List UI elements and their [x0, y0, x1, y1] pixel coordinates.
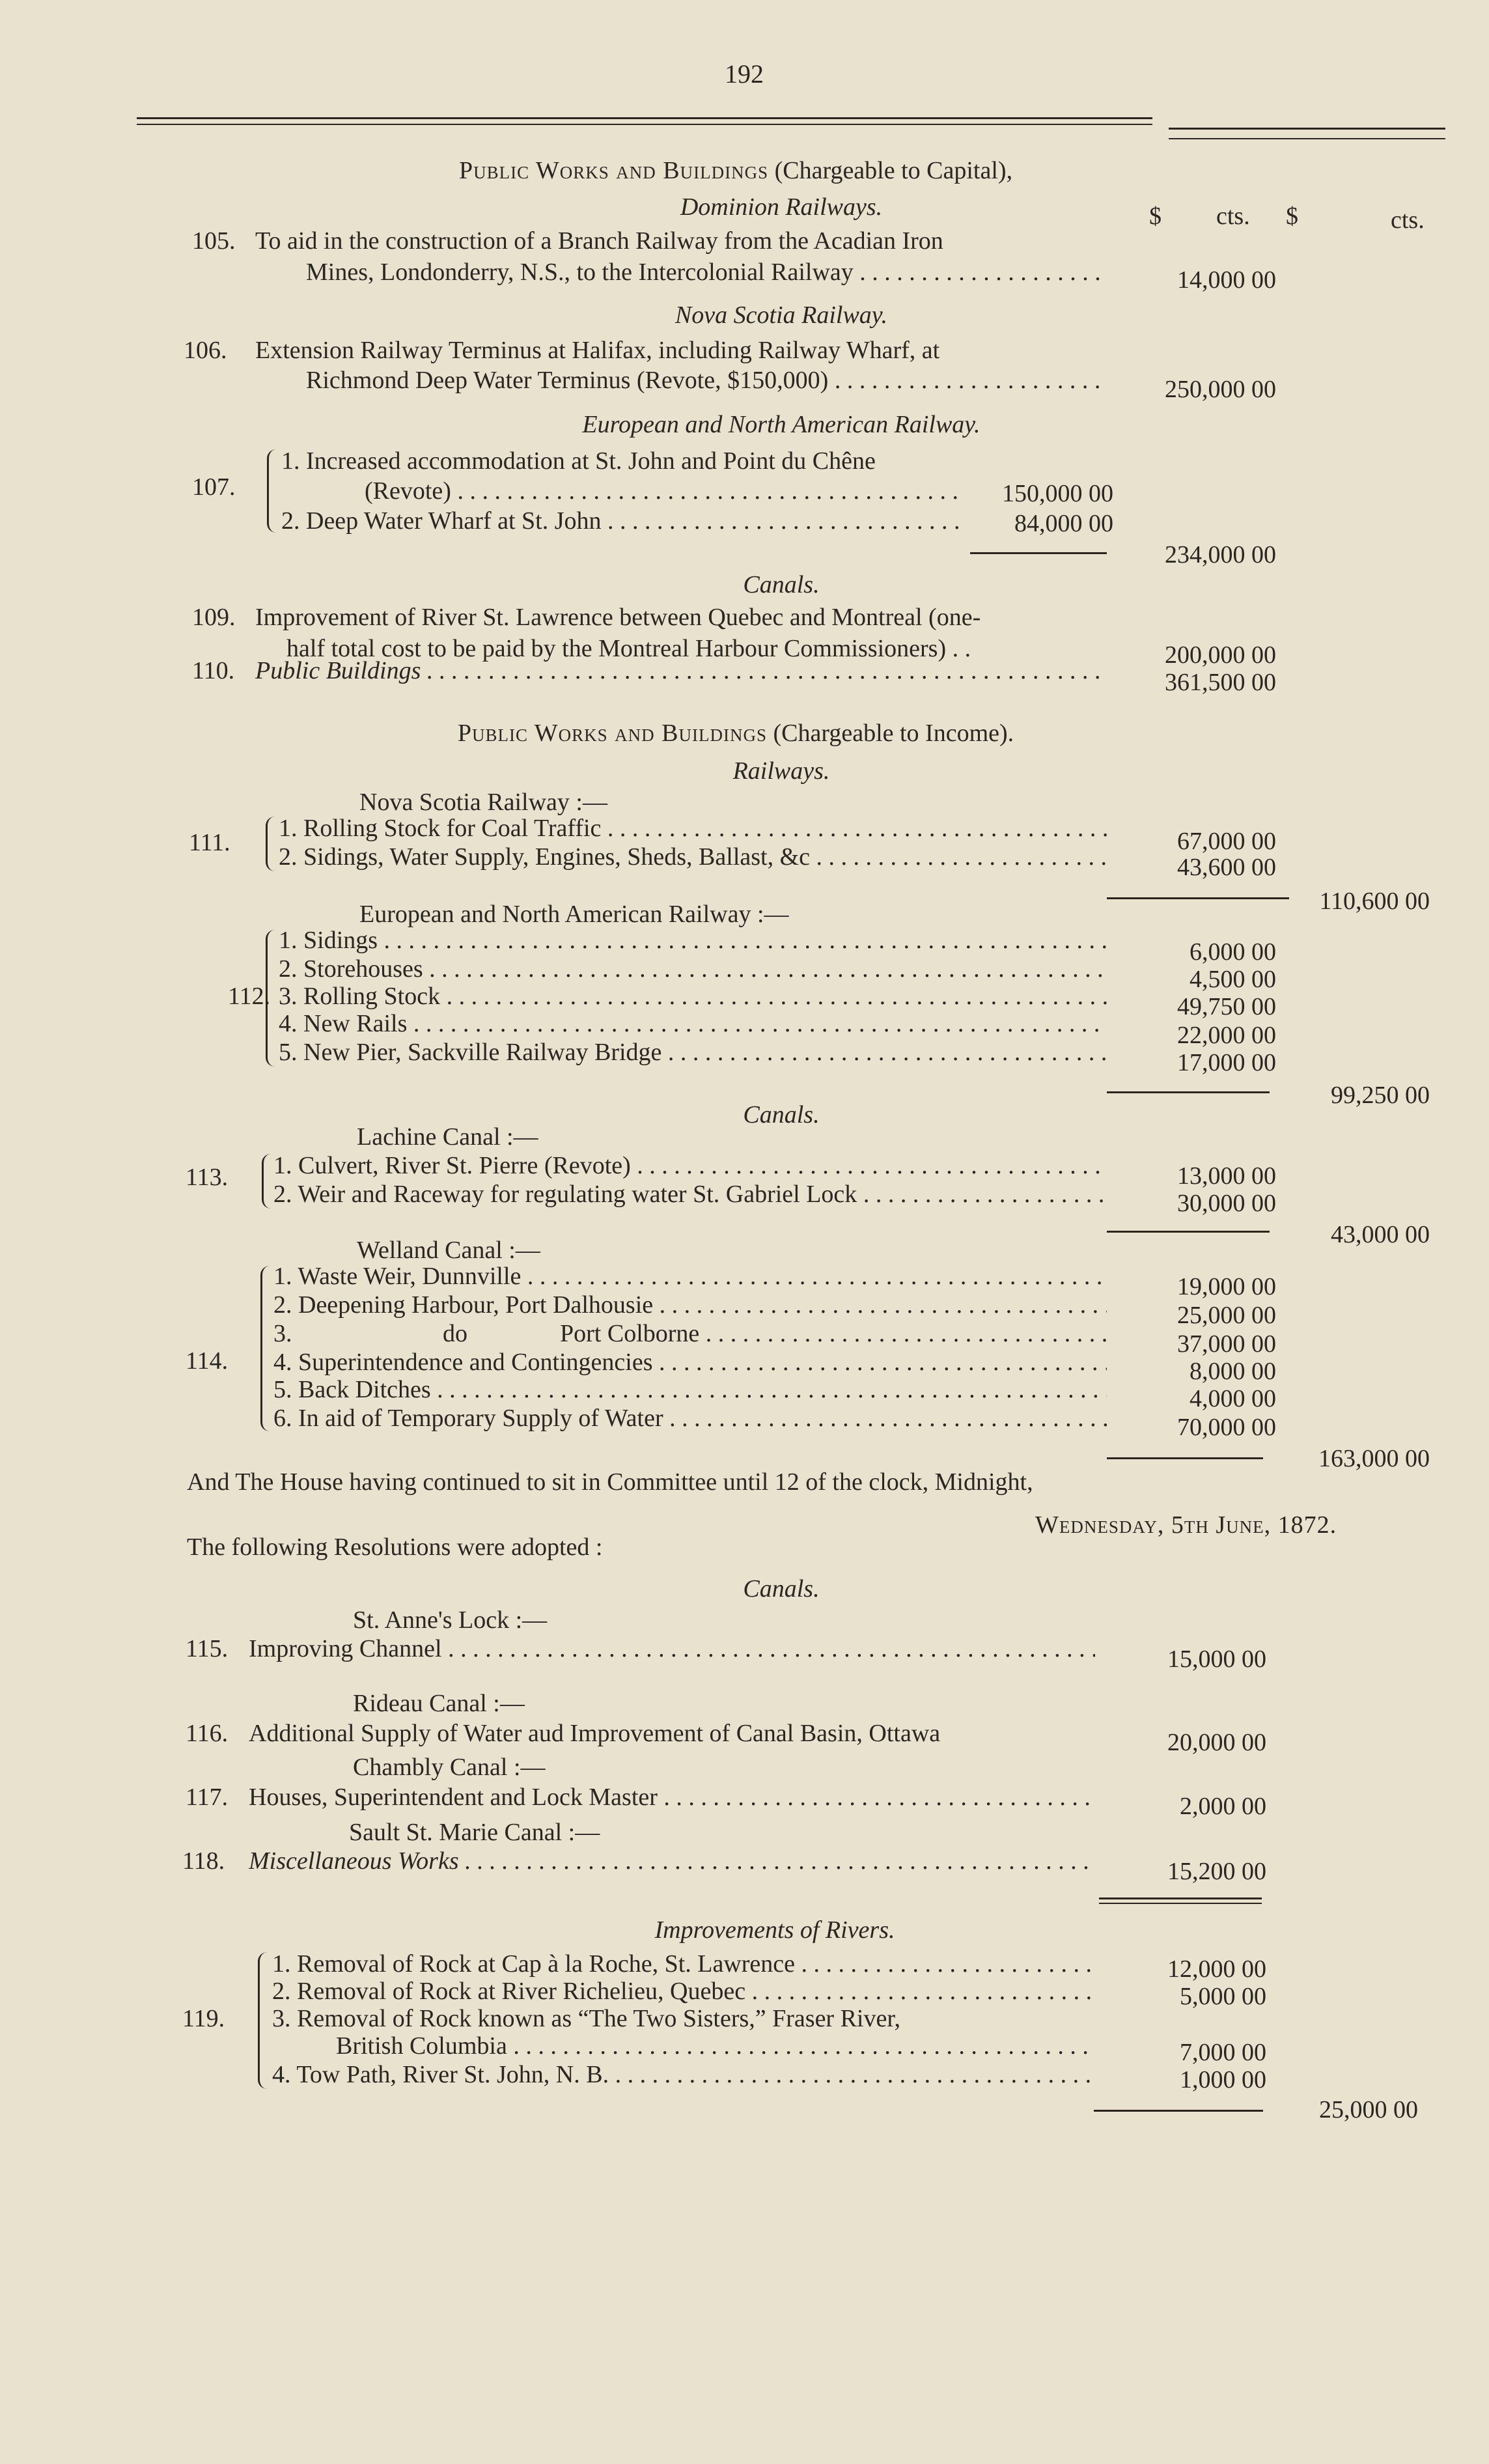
sub-item: 3. Rolling Stock . . .: [279, 982, 1107, 1011]
group-heading: Welland Canal :—: [357, 1237, 540, 1264]
subheader-nova-scotia: Nova Scotia Railway.: [675, 301, 888, 329]
top-rule-left-2: [137, 124, 1152, 125]
item-number: 107.: [192, 473, 236, 501]
subheader-canals: Canals.: [743, 1575, 820, 1603]
item-number: 119.: [182, 2005, 225, 2032]
item-text: Houses, Superintendent and Lock Master . . .: [249, 1783, 1095, 1812]
item-number: 111.: [189, 829, 230, 856]
group-total: 110,600 00: [1319, 888, 1430, 915]
col-cents-1: cts.: [1216, 203, 1250, 230]
item-number: 113.: [186, 1164, 229, 1191]
item-amount: 14,000 00: [1177, 266, 1276, 294]
group-total: 25,000 00: [1319, 2096, 1418, 2123]
item-total: 234,000 00: [1165, 541, 1276, 568]
sub-amount: 30,000 00: [1177, 1190, 1276, 1217]
group-heading: Nova Scotia Railway :—: [359, 789, 607, 816]
sub-amount: 67,000 00: [1177, 828, 1276, 855]
item-text-line-2: Mines, Londonderry, N.S., to the Intercolonial Railway . . .: [306, 258, 1107, 287]
item-number: 116.: [186, 1720, 229, 1747]
item-number: 117.: [186, 1784, 229, 1811]
brace: [262, 1154, 271, 1209]
sub-item: 5. New Pier, Sackville Railway Bridge . . .: [279, 1038, 1107, 1067]
top-rule-left: [137, 117, 1152, 119]
item-number: 106.: [184, 337, 227, 364]
col-cents-2: cts.: [1391, 206, 1425, 234]
sub-item: 4. Tow Path, River St. John, N. B. . . .: [272, 2060, 1094, 2089]
subheader-rivers: Improvements of Rivers.: [654, 1916, 895, 1944]
continuation-text: And The House having continued to sit in Committee until 12 of the clock, Midnight,: [187, 1468, 1033, 1496]
sub-item: Port Colborne . . .: [560, 1319, 1107, 1348]
total-rule-double: [1099, 1903, 1262, 1904]
brace: [266, 930, 275, 1067]
item-amount: 2,000 00: [1180, 1793, 1266, 1820]
item-text: Improvement of River St. Lawrence between Quebec and Montreal (one-: [255, 604, 981, 631]
item-number: 109.: [192, 604, 236, 631]
item-text: Extension Railway Terminus at Halifax, including Railway Wharf, at: [255, 337, 940, 364]
item-text: Additional Supply of Water aud Improvement of Canal Basin, Ottawa: [249, 1720, 941, 1747]
top-rule-right: [1169, 128, 1445, 130]
sub-item: 4. New Rails . . .: [279, 1009, 1107, 1038]
item-text-line-2: Richmond Deep Water Terminus (Revote, $150,000) . . .: [306, 366, 1107, 395]
ditto-mark: do: [443, 1320, 467, 1347]
subheader-railways: Railways.: [732, 757, 830, 785]
section-header-income: [182, 719, 1289, 748]
brace: [267, 449, 278, 533]
subheader-canals: Canals.: [743, 571, 820, 598]
item-number: 118.: [182, 1847, 225, 1875]
group-heading: Chambly Canal :—: [353, 1754, 546, 1781]
sub-item-line-2: (Revote) . . .: [365, 477, 964, 505]
sub-amount: 84,000 00: [1014, 510, 1113, 537]
subtotal-rule: [1107, 1457, 1263, 1459]
brace: [258, 1952, 269, 2089]
item-number: 115.: [186, 1635, 229, 1662]
item-number: 105.: [192, 227, 236, 255]
group-total: 163,000 00: [1318, 1445, 1430, 1472]
sub-item: 2. Sidings, Water Supply, Engines, Sheds, Ballast, &c . . .: [279, 843, 1107, 871]
item-number: 110.: [192, 657, 235, 684]
group-heading: European and North American Railway :—: [359, 901, 789, 928]
sub-amount: 22,000 00: [1177, 1022, 1276, 1049]
sub-amount: 8,000 00: [1190, 1358, 1276, 1385]
sub-item: 2. Deep Water Wharf at St. John . . .: [281, 507, 964, 535]
sub-amount: 37,000 00: [1177, 1330, 1276, 1358]
sub-item: 2. Storehouses . . .: [279, 955, 1107, 983]
section-header-capital: [182, 156, 1289, 185]
sub-amount: 4,000 00: [1190, 1385, 1276, 1412]
sub-item: 6. In aid of Temporary Supply of Water . . .: [273, 1404, 1107, 1433]
total-rule: [1099, 1897, 1262, 1899]
top-rule-right-2: [1169, 138, 1445, 139]
sub-amount: 43,600 00: [1177, 854, 1276, 881]
subheader-canals: Canals.: [743, 1101, 820, 1128]
sub-amount: 1,000 00: [1180, 2066, 1266, 2093]
subheader-european: European and North American Railway.: [582, 411, 981, 438]
sub-amount: 17,000 00: [1177, 1049, 1276, 1076]
sub-item-line-2: British Columbia . . .: [336, 2032, 1094, 2060]
sub-amount: 70,000 00: [1177, 1414, 1276, 1441]
sub-item: 1. Rolling Stock for Coal Traffic . . .: [279, 814, 1107, 843]
sub-amount: 4,500 00: [1190, 966, 1276, 993]
sub-item: 3. Removal of Rock known as “The Two Sisters,” Fraser River,: [272, 2005, 900, 2032]
item-amount: 20,000 00: [1167, 1729, 1266, 1756]
sub-amount: 6,000 00: [1190, 938, 1276, 966]
sub-item: 2. Weir and Raceway for regulating water St. Gabriel Lock . . .: [273, 1180, 1107, 1209]
group-heading: Sault St. Marie Canal :—: [349, 1819, 600, 1846]
subtotal-rule: [970, 552, 1107, 554]
item-amount: 250,000 00: [1165, 376, 1276, 403]
resolutions-intro: The following Resolutions were adopted :: [187, 1533, 603, 1561]
sub-item: 2. Deepening Harbour, Port Dalhousie . . .: [273, 1291, 1107, 1319]
sub-item: 1. Waste Weir, Dunnville . . .: [273, 1262, 1107, 1291]
item-number: 114.: [186, 1347, 229, 1375]
sub-item: 4. Superintendence and Contingencies . . .: [273, 1348, 1107, 1377]
header-note: (Chargeable to Capital),: [774, 157, 1013, 184]
item-text-line-2: half total cost to be paid by the Montreal Harbour Commissioners) . .: [286, 635, 971, 662]
brace: [266, 817, 275, 871]
sub-amount: 19,000 00: [1177, 1273, 1276, 1300]
item-text: Miscellaneous Works . . .: [249, 1847, 1095, 1875]
header-title: Public Works and Buildings: [457, 720, 767, 747]
sub-amount: 13,000 00: [1177, 1162, 1276, 1190]
group-heading: St. Anne's Lock :—: [353, 1606, 548, 1634]
subtotal-rule: [1094, 2110, 1263, 2112]
brace: [260, 1266, 271, 1431]
sub-item: 2. Removal of Rock at River Richelieu, Quebec . . .: [272, 1977, 1094, 2006]
item-text: Improving Channel . . .: [249, 1634, 1095, 1663]
subheader-dominion: Dominion Railways.: [680, 193, 883, 221]
col-dollar-1: $: [1149, 203, 1162, 230]
sub-amount: 5,000 00: [1180, 1983, 1266, 2010]
item-text: Public Buildings . . .: [255, 656, 1107, 685]
sub-item: 1. Sidings . . .: [279, 926, 1107, 955]
item-amount: 15,200 00: [1167, 1858, 1266, 1885]
item-amount: 15,000 00: [1167, 1645, 1266, 1673]
page-number: 192: [725, 59, 764, 89]
header-note: (Chargeable to Income).: [773, 720, 1014, 747]
subtotal-rule: [1107, 1231, 1270, 1233]
item-amount: 361,500 00: [1165, 669, 1276, 696]
sub-item: 1. Removal of Rock at Cap à la Roche, St. Lawrence . . .: [272, 1950, 1094, 1978]
subtotal-rule: [1107, 897, 1289, 899]
item-number: 112.: [228, 983, 271, 1010]
sub-item-number: 3.: [273, 1320, 292, 1347]
sub-amount: 12,000 00: [1167, 1955, 1266, 1983]
item-text: To aid in the construction of a Branch Railway from the Acadian Iron: [255, 227, 943, 255]
sub-amount: 7,000 00: [1180, 2039, 1266, 2066]
item-amount: 200,000 00: [1165, 641, 1276, 669]
sub-amount: 25,000 00: [1177, 1302, 1276, 1329]
group-total: 99,250 00: [1331, 1082, 1430, 1109]
sub-item: 5. Back Ditches . . .: [273, 1375, 1107, 1404]
group-heading: Lachine Canal :—: [357, 1123, 538, 1151]
col-dollar-2: $: [1286, 203, 1298, 230]
sub-amount: 150,000 00: [1002, 480, 1113, 507]
header-title: Public Works and Buildings: [458, 157, 769, 184]
sub-item: 1. Increased accommodation at St. John and Point du Chêne: [281, 447, 876, 475]
group-heading: Rideau Canal :—: [353, 1690, 525, 1717]
sub-item: 1. Culvert, River St. Pierre (Revote) . . .: [273, 1151, 1107, 1180]
subtotal-rule: [1107, 1091, 1270, 1093]
session-date: Wednesday, 5th June, 1872.: [1035, 1511, 1337, 1539]
group-total: 43,000 00: [1331, 1221, 1430, 1248]
sub-amount: 49,750 00: [1177, 993, 1276, 1020]
